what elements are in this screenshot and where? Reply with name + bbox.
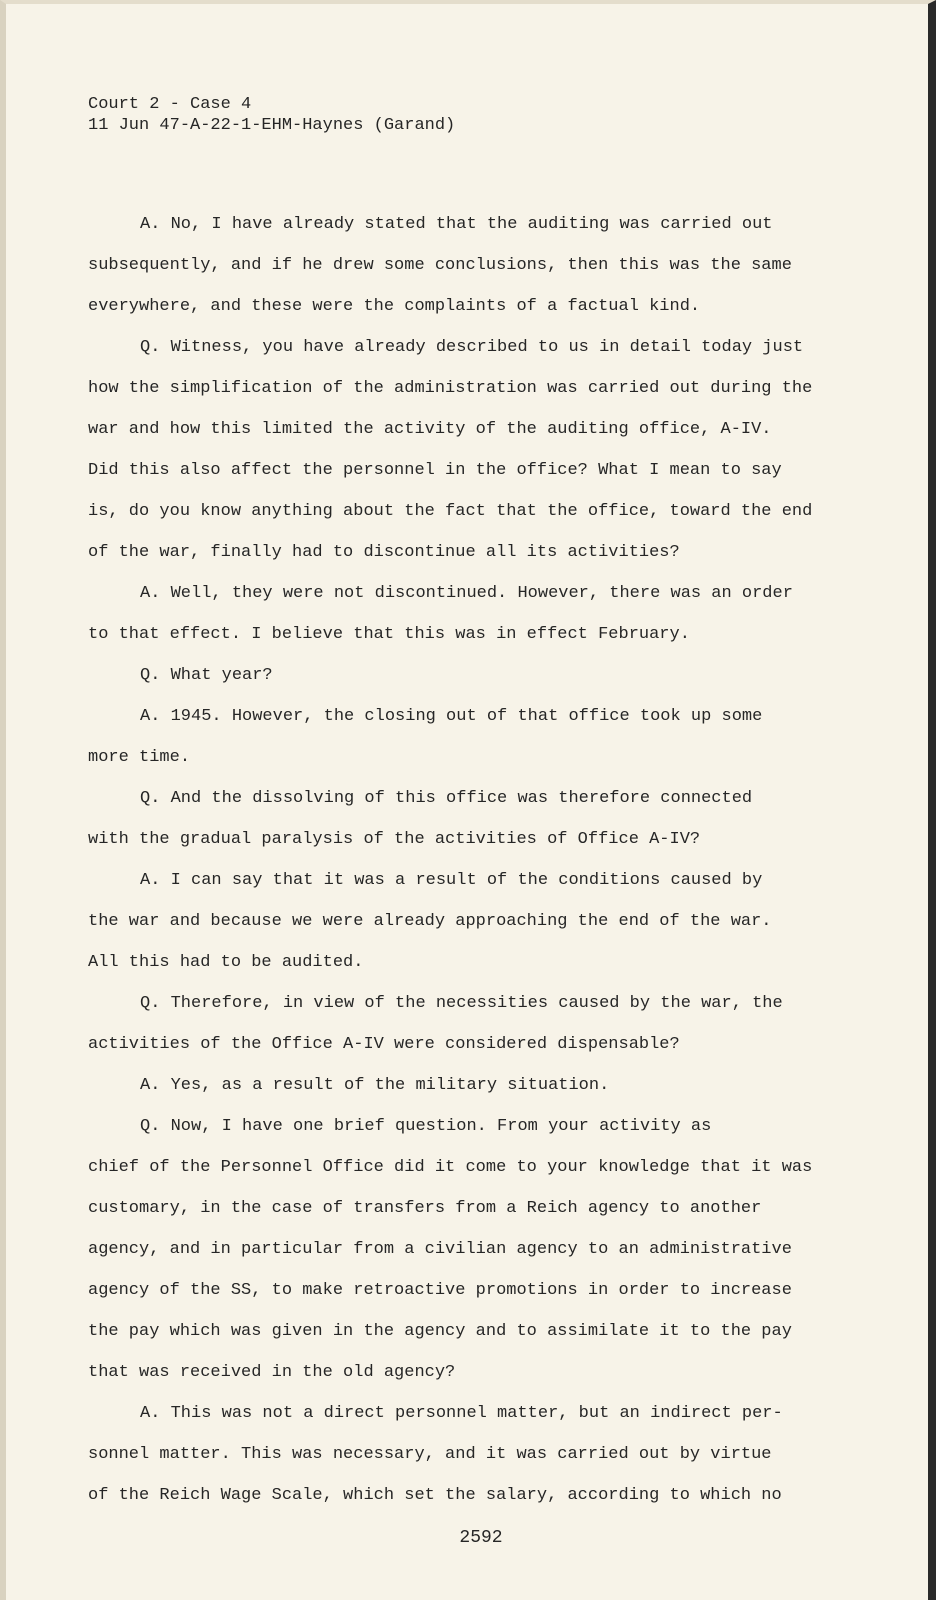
transcript-line: A. No, I have already stated that the auditing was carried out xyxy=(140,215,773,234)
transcript-line: A. Yes, as a result of the military situation. xyxy=(140,1076,610,1095)
header-session-info: 11 Jun 47-A-22-1-EHM-Haynes (Garand) xyxy=(88,116,456,135)
transcript-line: customary, in the case of transfers from a Reich agency to another xyxy=(88,1199,762,1218)
transcript-line: activities of the Office A-IV were considered dispensable? xyxy=(88,1035,680,1054)
transcript-line: A. 1945. However, the closing out of that office took up some xyxy=(140,707,763,726)
transcript-line: Q. Now, I have one brief question. From your activity as xyxy=(140,1117,712,1136)
document-header xyxy=(88,94,455,136)
transcript-line: A. Well, they were not discontinued. However, there was an order xyxy=(140,584,793,603)
transcript-line: more time. xyxy=(88,748,191,767)
header-court-case: Court 2 - Case 4 xyxy=(88,95,252,114)
transcript-line: A. I can say that it was a result of the conditions caused by xyxy=(140,871,763,890)
transcript-line: of the war, finally had to discontinue all its activities? xyxy=(88,543,680,562)
transcript-line: war and how this limited the activity of the auditing office, A-IV. xyxy=(88,420,772,439)
transcript-line: Q. And the dissolving of this office was therefore connected xyxy=(140,789,753,808)
transcript-line: is, do you know anything about the fact that the office, toward the end xyxy=(88,502,813,521)
transcript-line: chief of the Personnel Office did it come to your knowledge that it was xyxy=(88,1158,813,1177)
transcript-line: Did this also affect the personnel in the office? What I mean to say xyxy=(88,461,782,480)
transcript-line: agency, and in particular from a civilian agency to an administrative xyxy=(88,1240,792,1259)
transcript-line: the pay which was given in the agency and to assimilate it to the pay xyxy=(88,1322,792,1341)
transcript-line: Q. Therefore, in view of the necessities caused by the war, the xyxy=(140,994,783,1013)
transcript-line: subsequently, and if he drew some conclusions, then this was the same xyxy=(88,256,792,275)
transcript-line: sonnel matter. This was necessary, and it was carried out by virtue xyxy=(88,1445,772,1464)
transcript-line: to that effect. I believe that this was in effect February. xyxy=(88,625,690,644)
transcript-line: that was received in the old agency? xyxy=(88,1363,456,1382)
transcript-line: everywhere, and these were the complaints of a factual kind. xyxy=(88,297,701,316)
transcript-body xyxy=(88,204,828,1516)
transcript-line: A. This was not a direct personnel matter, but an indirect per- xyxy=(140,1404,783,1423)
transcript-line: Q. What year? xyxy=(140,666,273,685)
transcript-line: how the simplification of the administration was carried out during the xyxy=(88,379,813,398)
transcript-line: of the Reich Wage Scale, which set the salary, according to which no xyxy=(88,1486,782,1505)
page-number: 2592 xyxy=(459,1528,503,1548)
transcript-line: Q. Witness, you have already described to us in detail today just xyxy=(140,338,804,357)
transcript-line: the war and because we were already approaching the end of the war. xyxy=(88,912,772,931)
transcript-line: with the gradual paralysis of the activities of Office A-IV? xyxy=(88,830,701,849)
transcript-line: agency of the SS, to make retroactive promotions in order to increase xyxy=(88,1281,792,1300)
transcript-line: All this had to be audited. xyxy=(88,953,364,972)
